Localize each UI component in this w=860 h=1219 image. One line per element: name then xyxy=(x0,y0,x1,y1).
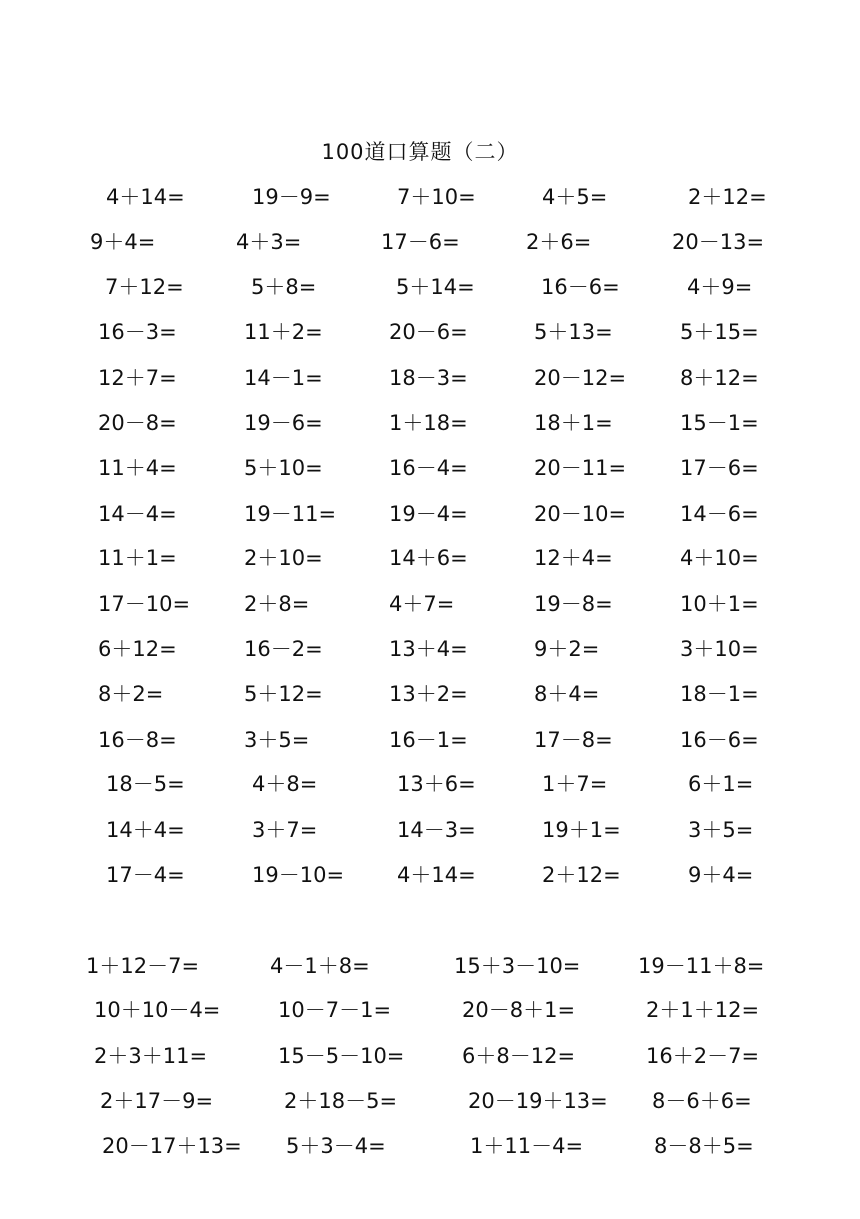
arithmetic-problem: 5＋13= xyxy=(534,320,613,344)
arithmetic-problem: 19－11= xyxy=(244,502,337,526)
arithmetic-problem: 12＋7= xyxy=(98,366,177,390)
arithmetic-problem: 20－8= xyxy=(98,411,177,435)
arithmetic-problem: 3＋5= xyxy=(688,818,754,842)
arithmetic-problem: 9＋2= xyxy=(534,637,600,661)
arithmetic-problem: 2＋8= xyxy=(244,592,310,616)
arithmetic-problem: 6＋1= xyxy=(688,772,754,796)
arithmetic-problem: 2＋12= xyxy=(542,863,621,887)
arithmetic-problem: 3＋10= xyxy=(680,637,759,661)
arithmetic-problem: 9＋4= xyxy=(90,230,156,254)
arithmetic-problem: 1＋7= xyxy=(542,772,608,796)
arithmetic-problem: 4＋9= xyxy=(687,275,753,299)
mixed-arithmetic-problem: 16＋2－7= xyxy=(646,1044,760,1068)
arithmetic-problem: 16－8= xyxy=(98,728,177,752)
arithmetic-problem: 17－8= xyxy=(534,728,613,752)
arithmetic-problem: 7＋12= xyxy=(105,275,184,299)
mixed-arithmetic-problem: 4－1＋8= xyxy=(270,954,370,978)
arithmetic-problem: 16－6= xyxy=(541,275,620,299)
arithmetic-problem: 3＋7= xyxy=(252,818,318,842)
arithmetic-problem: 5＋14= xyxy=(396,275,475,299)
mixed-arithmetic-problem: 6＋8－12= xyxy=(462,1044,576,1068)
arithmetic-problem: 16－1= xyxy=(389,728,468,752)
mixed-arithmetic-problem: 8－6＋6= xyxy=(652,1089,752,1113)
mixed-arithmetic-problem: 10＋10－4= xyxy=(94,998,221,1022)
arithmetic-problem: 16－3= xyxy=(98,320,177,344)
arithmetic-problem: 11＋1= xyxy=(98,546,177,570)
arithmetic-problem: 18＋1= xyxy=(534,411,613,435)
arithmetic-problem: 20－12= xyxy=(534,366,627,390)
arithmetic-problem: 14＋4= xyxy=(106,818,185,842)
mixed-arithmetic-problem: 15－5－10= xyxy=(278,1044,405,1068)
arithmetic-problem: 19－4= xyxy=(389,502,468,526)
arithmetic-problem: 17－4= xyxy=(106,863,185,887)
mixed-arithmetic-problem: 2＋18－5= xyxy=(284,1089,398,1113)
arithmetic-problem: 14－4= xyxy=(98,502,177,526)
arithmetic-problem: 20－10= xyxy=(534,502,627,526)
arithmetic-problem: 1＋18= xyxy=(389,411,468,435)
arithmetic-problem: 20－6= xyxy=(389,320,468,344)
arithmetic-problem: 19－8= xyxy=(534,592,613,616)
mixed-arithmetic-problem: 20－19＋13= xyxy=(468,1089,608,1113)
arithmetic-problem: 2＋10= xyxy=(244,546,323,570)
arithmetic-problem: 5＋12= xyxy=(244,682,323,706)
mixed-arithmetic-problem: 20－17＋13= xyxy=(102,1134,242,1158)
arithmetic-problem: 13＋2= xyxy=(389,682,468,706)
arithmetic-problem: 19－9= xyxy=(252,185,331,209)
arithmetic-problem: 20－11= xyxy=(534,456,627,480)
mixed-arithmetic-problem: 10－7－1= xyxy=(278,998,392,1022)
arithmetic-problem: 2＋6= xyxy=(526,230,592,254)
arithmetic-problem: 20－13= xyxy=(672,230,765,254)
arithmetic-problem: 16－2= xyxy=(244,637,323,661)
arithmetic-problem: 4＋14= xyxy=(106,185,185,209)
mixed-arithmetic-problem: 1＋12－7= xyxy=(86,954,200,978)
arithmetic-problem: 19－10= xyxy=(252,863,345,887)
mixed-arithmetic-problem: 2＋3＋11= xyxy=(94,1044,208,1068)
mixed-arithmetic-problem: 2＋17－9= xyxy=(100,1089,214,1113)
arithmetic-problem: 16－6= xyxy=(680,728,759,752)
arithmetic-problem: 17－6= xyxy=(680,456,759,480)
arithmetic-problem: 4＋10= xyxy=(680,546,759,570)
arithmetic-problem: 4＋7= xyxy=(389,592,455,616)
mixed-arithmetic-problem: 1＋11－4= xyxy=(470,1134,584,1158)
arithmetic-problem: 18－3= xyxy=(389,366,468,390)
arithmetic-problem: 11＋2= xyxy=(244,320,323,344)
arithmetic-problem: 15－1= xyxy=(680,411,759,435)
mixed-arithmetic-problem: 19－11＋8= xyxy=(638,954,765,978)
arithmetic-problem: 5＋10= xyxy=(244,456,323,480)
arithmetic-problem: 8＋2= xyxy=(98,682,164,706)
arithmetic-problem: 17－6= xyxy=(381,230,460,254)
arithmetic-problem: 5＋15= xyxy=(680,320,759,344)
arithmetic-problem: 16－4= xyxy=(389,456,468,480)
arithmetic-problem: 4＋8= xyxy=(252,772,318,796)
mixed-arithmetic-problem: 8－8＋5= xyxy=(654,1134,754,1158)
arithmetic-problem: 14－6= xyxy=(680,502,759,526)
arithmetic-problem: 18－1= xyxy=(680,682,759,706)
arithmetic-problem: 18－5= xyxy=(106,772,185,796)
mixed-arithmetic-problem: 5＋3－4= xyxy=(286,1134,386,1158)
arithmetic-problem: 4＋5= xyxy=(542,185,608,209)
arithmetic-problem: 3＋5= xyxy=(244,728,310,752)
arithmetic-problem: 14－1= xyxy=(244,366,323,390)
arithmetic-problem: 13＋6= xyxy=(397,772,476,796)
arithmetic-problem: 17－10= xyxy=(98,592,191,616)
arithmetic-problem: 8＋4= xyxy=(534,682,600,706)
arithmetic-problem: 9＋4= xyxy=(688,863,754,887)
arithmetic-problem: 14＋6= xyxy=(389,546,468,570)
arithmetic-problem: 13＋4= xyxy=(389,637,468,661)
arithmetic-problem: 10＋1= xyxy=(680,592,759,616)
arithmetic-problem: 12＋4= xyxy=(534,546,613,570)
mixed-arithmetic-problem: 20－8＋1= xyxy=(462,998,576,1022)
arithmetic-problem: 19＋1= xyxy=(542,818,621,842)
arithmetic-problem: 4＋3= xyxy=(236,230,302,254)
mixed-arithmetic-problem: 15＋3－10= xyxy=(454,954,581,978)
arithmetic-problem: 14－3= xyxy=(397,818,476,842)
arithmetic-problem: 11＋4= xyxy=(98,456,177,480)
arithmetic-problem: 19－6= xyxy=(244,411,323,435)
arithmetic-problem: 2＋12= xyxy=(688,185,767,209)
page-title: 100道口算题（二） xyxy=(321,140,519,164)
arithmetic-problem: 6＋12= xyxy=(98,637,177,661)
mixed-arithmetic-problem: 2＋1＋12= xyxy=(646,998,760,1022)
arithmetic-problem: 4＋14= xyxy=(397,863,476,887)
arithmetic-problem: 7＋10= xyxy=(397,185,476,209)
arithmetic-problem: 5＋8= xyxy=(251,275,317,299)
arithmetic-problem: 8＋12= xyxy=(680,366,759,390)
